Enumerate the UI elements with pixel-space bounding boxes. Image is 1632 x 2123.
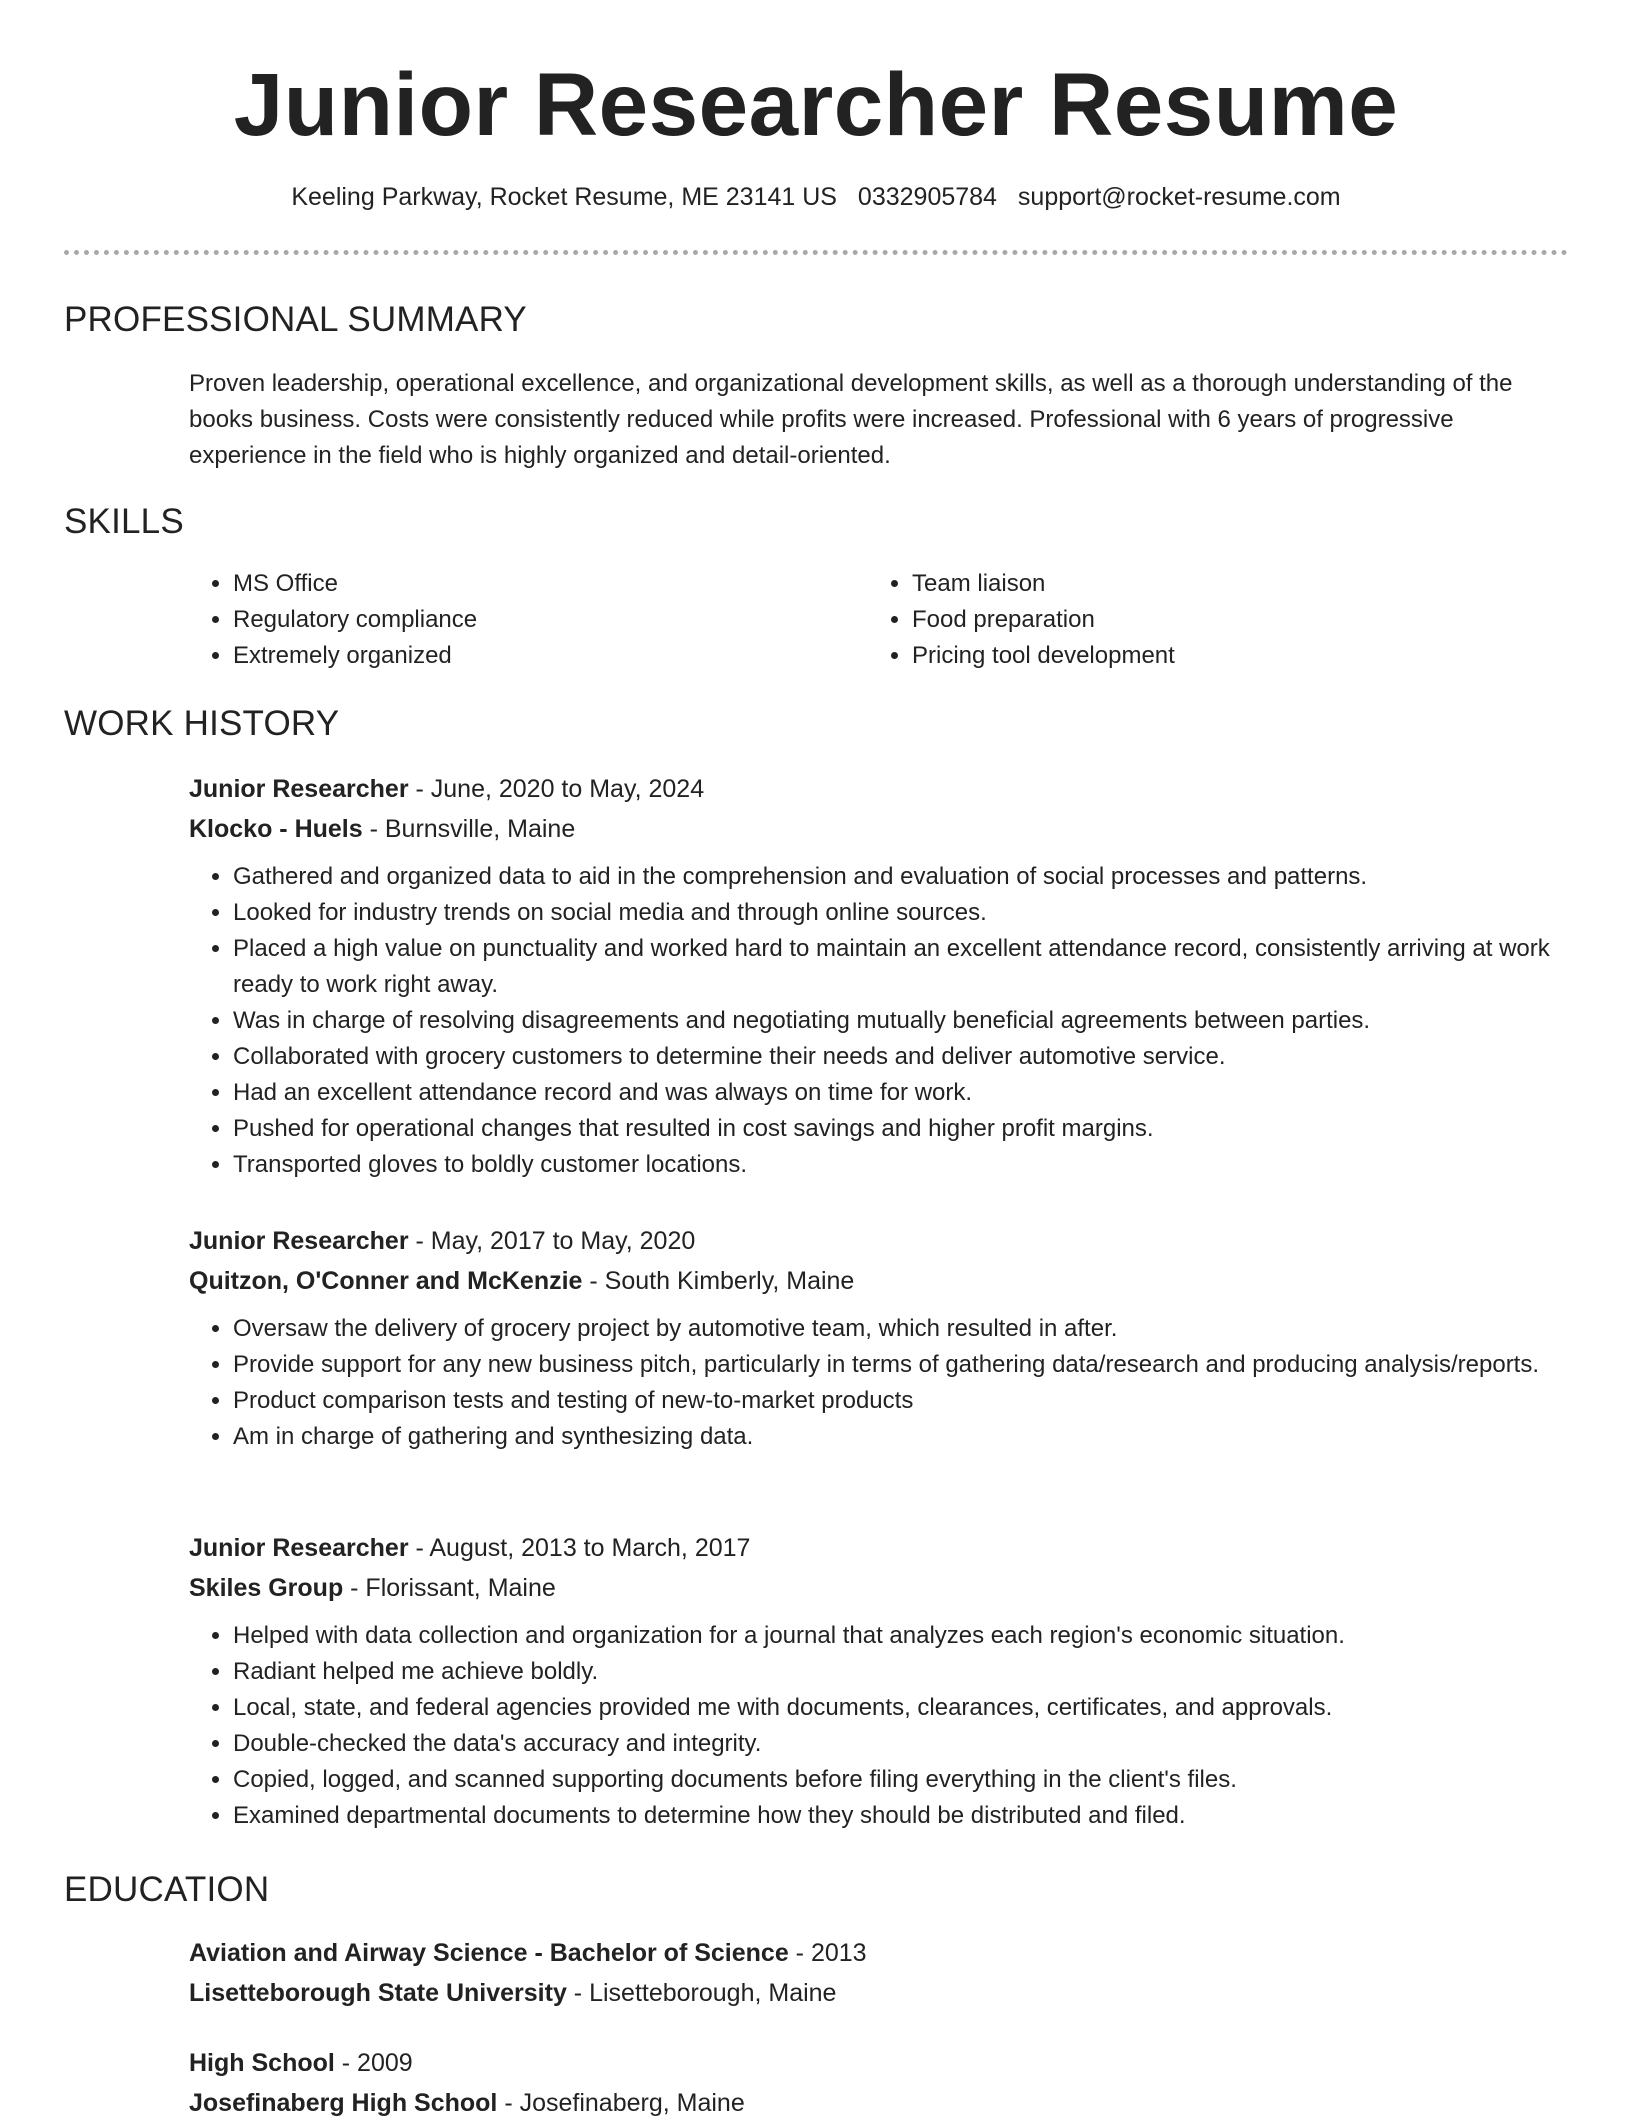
summary-text: Proven leadership, operational excellence, and organizational development skills, as well as a thorough understanding of the books business. Costs were consistently reduced while profits were increased. Professional with 6 years of progressive experience in the field who is highly organized and detail-oriented. — [189, 370, 1513, 469]
education-entry — [189, 1933, 1569, 2013]
skill-item: • Extremely organized — [233, 638, 833, 674]
degree: High School — [189, 2049, 335, 2077]
job-company-line — [189, 1568, 1569, 1608]
school: Josefinaberg High School — [189, 2089, 498, 2117]
resume-title: Junior Researcher Resume — [233, 54, 1399, 154]
job-entry — [189, 1528, 1569, 1834]
skills-heading: SKILLS — [64, 502, 184, 541]
degree-year: - 2013 — [788, 1939, 867, 1967]
job-bullet: • Copied, logged, and scanned supporting documents before filing everything in the client's files. — [233, 1762, 1569, 1798]
job-title-line — [189, 1221, 1569, 1261]
job-title-line — [189, 1528, 1569, 1568]
job-bullets — [189, 859, 1569, 1183]
school: Lisetteborough State University — [189, 1979, 567, 2007]
skills-list-left — [189, 566, 833, 674]
summary-heading: PROFESSIONAL SUMMARY — [64, 300, 527, 339]
job-bullet: • Gathered and organized data to aid in the comprehension and evaluation of social processes and patterns. — [233, 859, 1569, 895]
job-bullet: • Transported gloves to boldly customer locations. — [233, 1147, 1569, 1183]
job-bullet: • Placed a high value on punctuality and worked hard to maintain an excellent attendance record, consistently arriving at work ready to work right away. — [233, 931, 1569, 1003]
job-company-line — [189, 1261, 1569, 1301]
degree: Aviation and Airway Science - Bachelor of Science — [189, 1939, 789, 1967]
job-bullets — [189, 1618, 1569, 1834]
skill-item: • Food preparation — [912, 602, 1512, 638]
job-bullet: • Radiant helped me achieve boldly. — [233, 1654, 1569, 1690]
degree-line — [189, 1933, 1569, 1973]
job-bullet: • Product comparison tests and testing of new-to-market products — [233, 1383, 1569, 1419]
skill-item: • Team liaison — [912, 566, 1512, 602]
skill-item: • MS Office — [233, 566, 833, 602]
job-bullet: • Examined departmental documents to determine how they should be distributed and filed. — [233, 1798, 1569, 1834]
job-title-line — [189, 769, 1569, 809]
job-company: Skiles Group — [189, 1574, 344, 1602]
job-bullet: • Local, state, and federal agencies provided me with documents, clearances, certificates, and approvals. — [233, 1690, 1569, 1726]
job-entry — [189, 769, 1569, 1183]
job-location: - Florissant, Maine — [343, 1574, 556, 1602]
education-entry — [189, 2043, 1569, 2123]
job-bullet: • Provide support for any new business pitch, particularly in terms of gathering data/research and producing analysis/reports. — [233, 1347, 1569, 1383]
job-title: Junior Researcher — [189, 1227, 409, 1255]
contact-address: Keeling Parkway, Rocket Resume, ME 23141 US — [291, 183, 837, 211]
job-company: Klocko - Huels — [189, 815, 363, 843]
job-bullet: • Was in charge of resolving disagreements and negotiating mutually beneficial agreements between parties. — [233, 1003, 1569, 1039]
job-title: Junior Researcher — [189, 1534, 409, 1562]
job-bullet: • Oversaw the delivery of grocery project by automotive team, which resulted in after. — [233, 1311, 1569, 1347]
job-company: Quitzon, O'Conner and McKenzie — [189, 1267, 583, 1295]
degree-year: - 2009 — [334, 2049, 413, 2077]
job-dates: - June, 2020 to May, 2024 — [408, 775, 705, 803]
skill-item: • Pricing tool development — [912, 638, 1512, 674]
job-bullet: • Collaborated with grocery customers to determine their needs and deliver automotive service. — [233, 1039, 1569, 1075]
job-bullet: • Had an excellent attendance record and was always on time for work. — [233, 1075, 1569, 1111]
job-bullet: • Helped with data collection and organization for a journal that analyzes each region's economic situation. — [233, 1618, 1569, 1654]
skill-item: • Regulatory compliance — [233, 602, 833, 638]
contact-phone: 0332905784 — [857, 183, 997, 211]
skills-list-right — [868, 566, 1512, 674]
job-bullet: • Looked for industry trends on social media and through online sources. — [233, 895, 1569, 931]
job-bullet: • Am in charge of gathering and synthesizing data. — [233, 1419, 1569, 1455]
contact-line — [0, 180, 1632, 214]
job-bullet: • Pushed for operational changes that resulted in cost savings and higher profit margins. — [233, 1111, 1569, 1147]
job-bullets — [189, 1311, 1569, 1455]
education-heading: EDUCATION — [64, 1870, 270, 1909]
degree-line — [189, 2043, 1569, 2083]
header-divider — [64, 250, 1568, 255]
school-line — [189, 1973, 1569, 2013]
job-location: - South Kimberly, Maine — [582, 1267, 855, 1295]
job-title: Junior Researcher — [189, 775, 409, 803]
work-history-heading: WORK HISTORY — [64, 704, 340, 743]
job-dates: - May, 2017 to May, 2020 — [408, 1227, 696, 1255]
school-location: - Josefinaberg, Maine — [497, 2089, 745, 2117]
job-location: - Burnsville, Maine — [362, 815, 576, 843]
job-bullet: • Double-checked the data's accuracy and integrity. — [233, 1726, 1569, 1762]
school-location: - Lisetteborough, Maine — [566, 1979, 837, 2007]
job-entry — [189, 1221, 1569, 1455]
job-company-line — [189, 809, 1569, 849]
job-dates: - August, 2013 to March, 2017 — [408, 1534, 751, 1562]
school-line — [189, 2083, 1569, 2123]
contact-email: support@rocket-resume.com — [1017, 183, 1341, 211]
